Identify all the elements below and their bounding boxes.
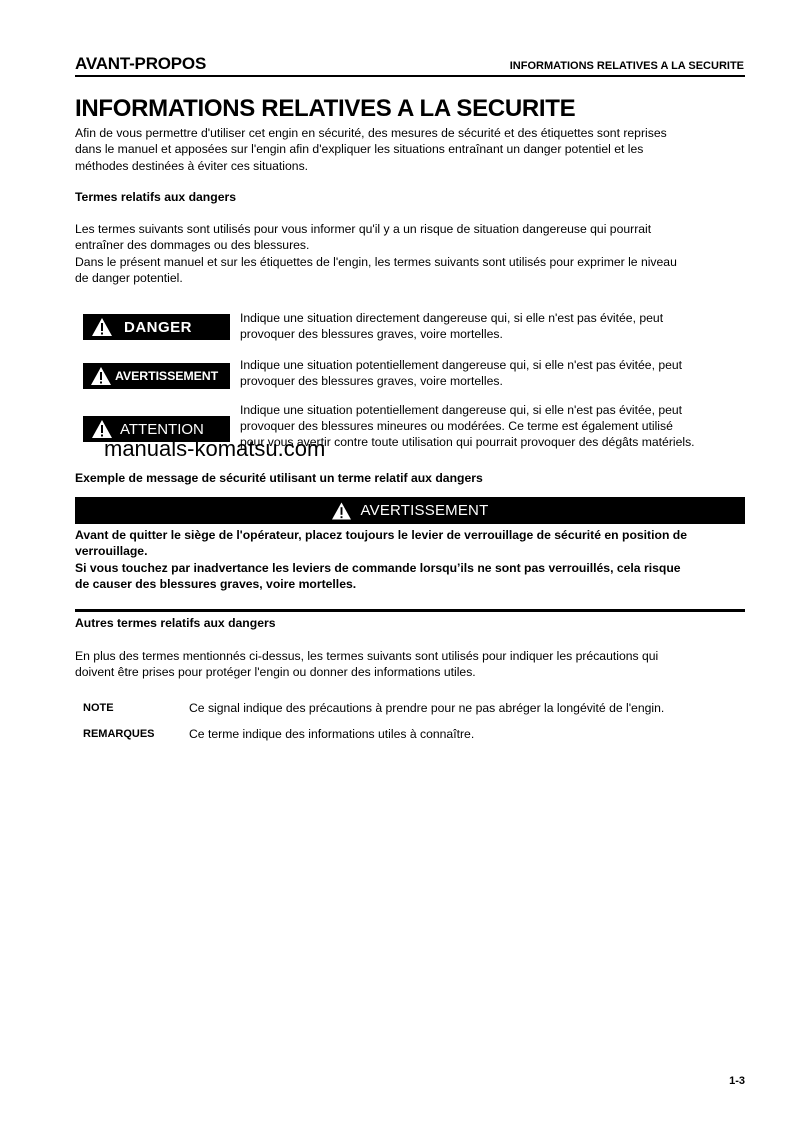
example-warning-banner	[75, 497, 745, 524]
warning-triangle-icon	[91, 367, 111, 385]
header-rule	[75, 75, 745, 77]
intro-line: dans le manuel et apposées sur l'engin afin d'expliquer les situations entraînant un danger potentiel et les	[75, 142, 644, 157]
note-definition: Ce signal indique des précautions à prendre pour ne pas abréger la longévité de l'engin.	[189, 701, 665, 715]
description-line: Indique une situation potentiellement dangereuse qui, si elle n'est pas évitée, peut	[240, 403, 683, 417]
intro-paragraph	[75, 125, 745, 174]
danger-terms-line: Dans le présent manuel et sur les étiquettes de l'engin, les termes suivants sont utilisés pour exprimer le niveau	[75, 254, 677, 269]
example-banner-label: AVERTISSEMENT	[360, 502, 489, 519]
running-header-section: AVANT-PROPOS	[75, 54, 207, 73]
intro-line: Afin de vous permettre d'utiliser cet engin en sécurité, des mesures de sécurité et des étiquettes sont reprises	[75, 126, 667, 140]
danger-label	[83, 314, 230, 340]
example-body-line: Si vous touchez par inadvertance les leviers de commande lorsqu’ils ne sont pas verrouillés, cela risque	[75, 560, 681, 575]
danger-terms-line: entraîner des dommages ou des blessures.	[75, 238, 310, 253]
description-line: provoquer des blessures mineures ou modérées. Ce terme est également utilisé	[240, 419, 673, 433]
danger-terms-line: de danger potentiel.	[75, 270, 183, 285]
other-terms-intro	[75, 648, 745, 681]
running-header-chapter: INFORMATIONS RELATIVES A LA SECURITE	[509, 60, 744, 72]
danger-terms-intro	[75, 221, 745, 286]
description-line: pour vous avertir contre toute utilisation qui pourrait provoquer des dégâts matériels.	[240, 435, 695, 449]
danger-terms-line: Les termes suivants sont utilisés pour vous informer qu'il y a un risque de situation dangereuse qui pourrait	[75, 222, 652, 236]
example-body-line: Avant de quitter le siège de l'opérateur, placez toujours le levier de verrouillage de sécurité en position de	[75, 528, 687, 542]
other-terms-line: En plus des termes mentionnés ci-dessus, les termes suivants sont utilisés pour indiquer les précautions qui	[75, 649, 659, 663]
danger-description	[240, 310, 750, 342]
note-term: NOTE	[83, 702, 114, 714]
description-line: provoquer des blessures graves, voire mortelles.	[240, 327, 503, 341]
warning-triangle-icon	[332, 502, 351, 520]
remarques-term: REMARQUES	[83, 728, 155, 740]
danger-terms-heading: Termes relatifs aux dangers	[75, 190, 236, 204]
avertissement-label	[83, 363, 230, 389]
other-terms-line: doivent être prises pour protéger l'engin ou donner des informations utiles.	[75, 665, 476, 680]
description-line: provoquer des blessures graves, voire mortelles.	[240, 374, 503, 388]
page-number: 1-3	[729, 1075, 745, 1087]
remarques-definition: Ce terme indique des informations utiles à connaître.	[189, 727, 475, 741]
avertissement-label-text: AVERTISSEMENT	[115, 369, 219, 383]
other-terms-heading: Autres termes relatifs aux dangers	[75, 616, 276, 630]
page-title: INFORMATIONS RELATIVES A LA SECURITE	[75, 95, 576, 122]
example-body-line: de causer des blessures graves, voire mortelles.	[75, 576, 357, 591]
warning-triangle-icon	[92, 318, 112, 336]
description-line: Indique une situation directement dangereuse qui, si elle n'est pas évitée, peut	[240, 311, 664, 325]
description-line: Indique une situation potentiellement dangereuse qui, si elle n'est pas évitée, peut	[240, 358, 683, 372]
attention-label-text: ATTENTION	[120, 420, 204, 438]
example-warning-body	[75, 527, 745, 592]
intro-line: méthodes destinées à éviter ces situations.	[75, 158, 309, 173]
example-bottom-rule	[75, 609, 745, 612]
example-body-line: verrouillage.	[75, 544, 148, 559]
danger-label-text: DANGER	[124, 318, 193, 336]
avertissement-description	[240, 357, 750, 389]
watermark: manuals-komatsu.com	[104, 436, 326, 461]
example-heading: Exemple de message de sécurité utilisant un terme relatif aux dangers	[75, 471, 483, 485]
